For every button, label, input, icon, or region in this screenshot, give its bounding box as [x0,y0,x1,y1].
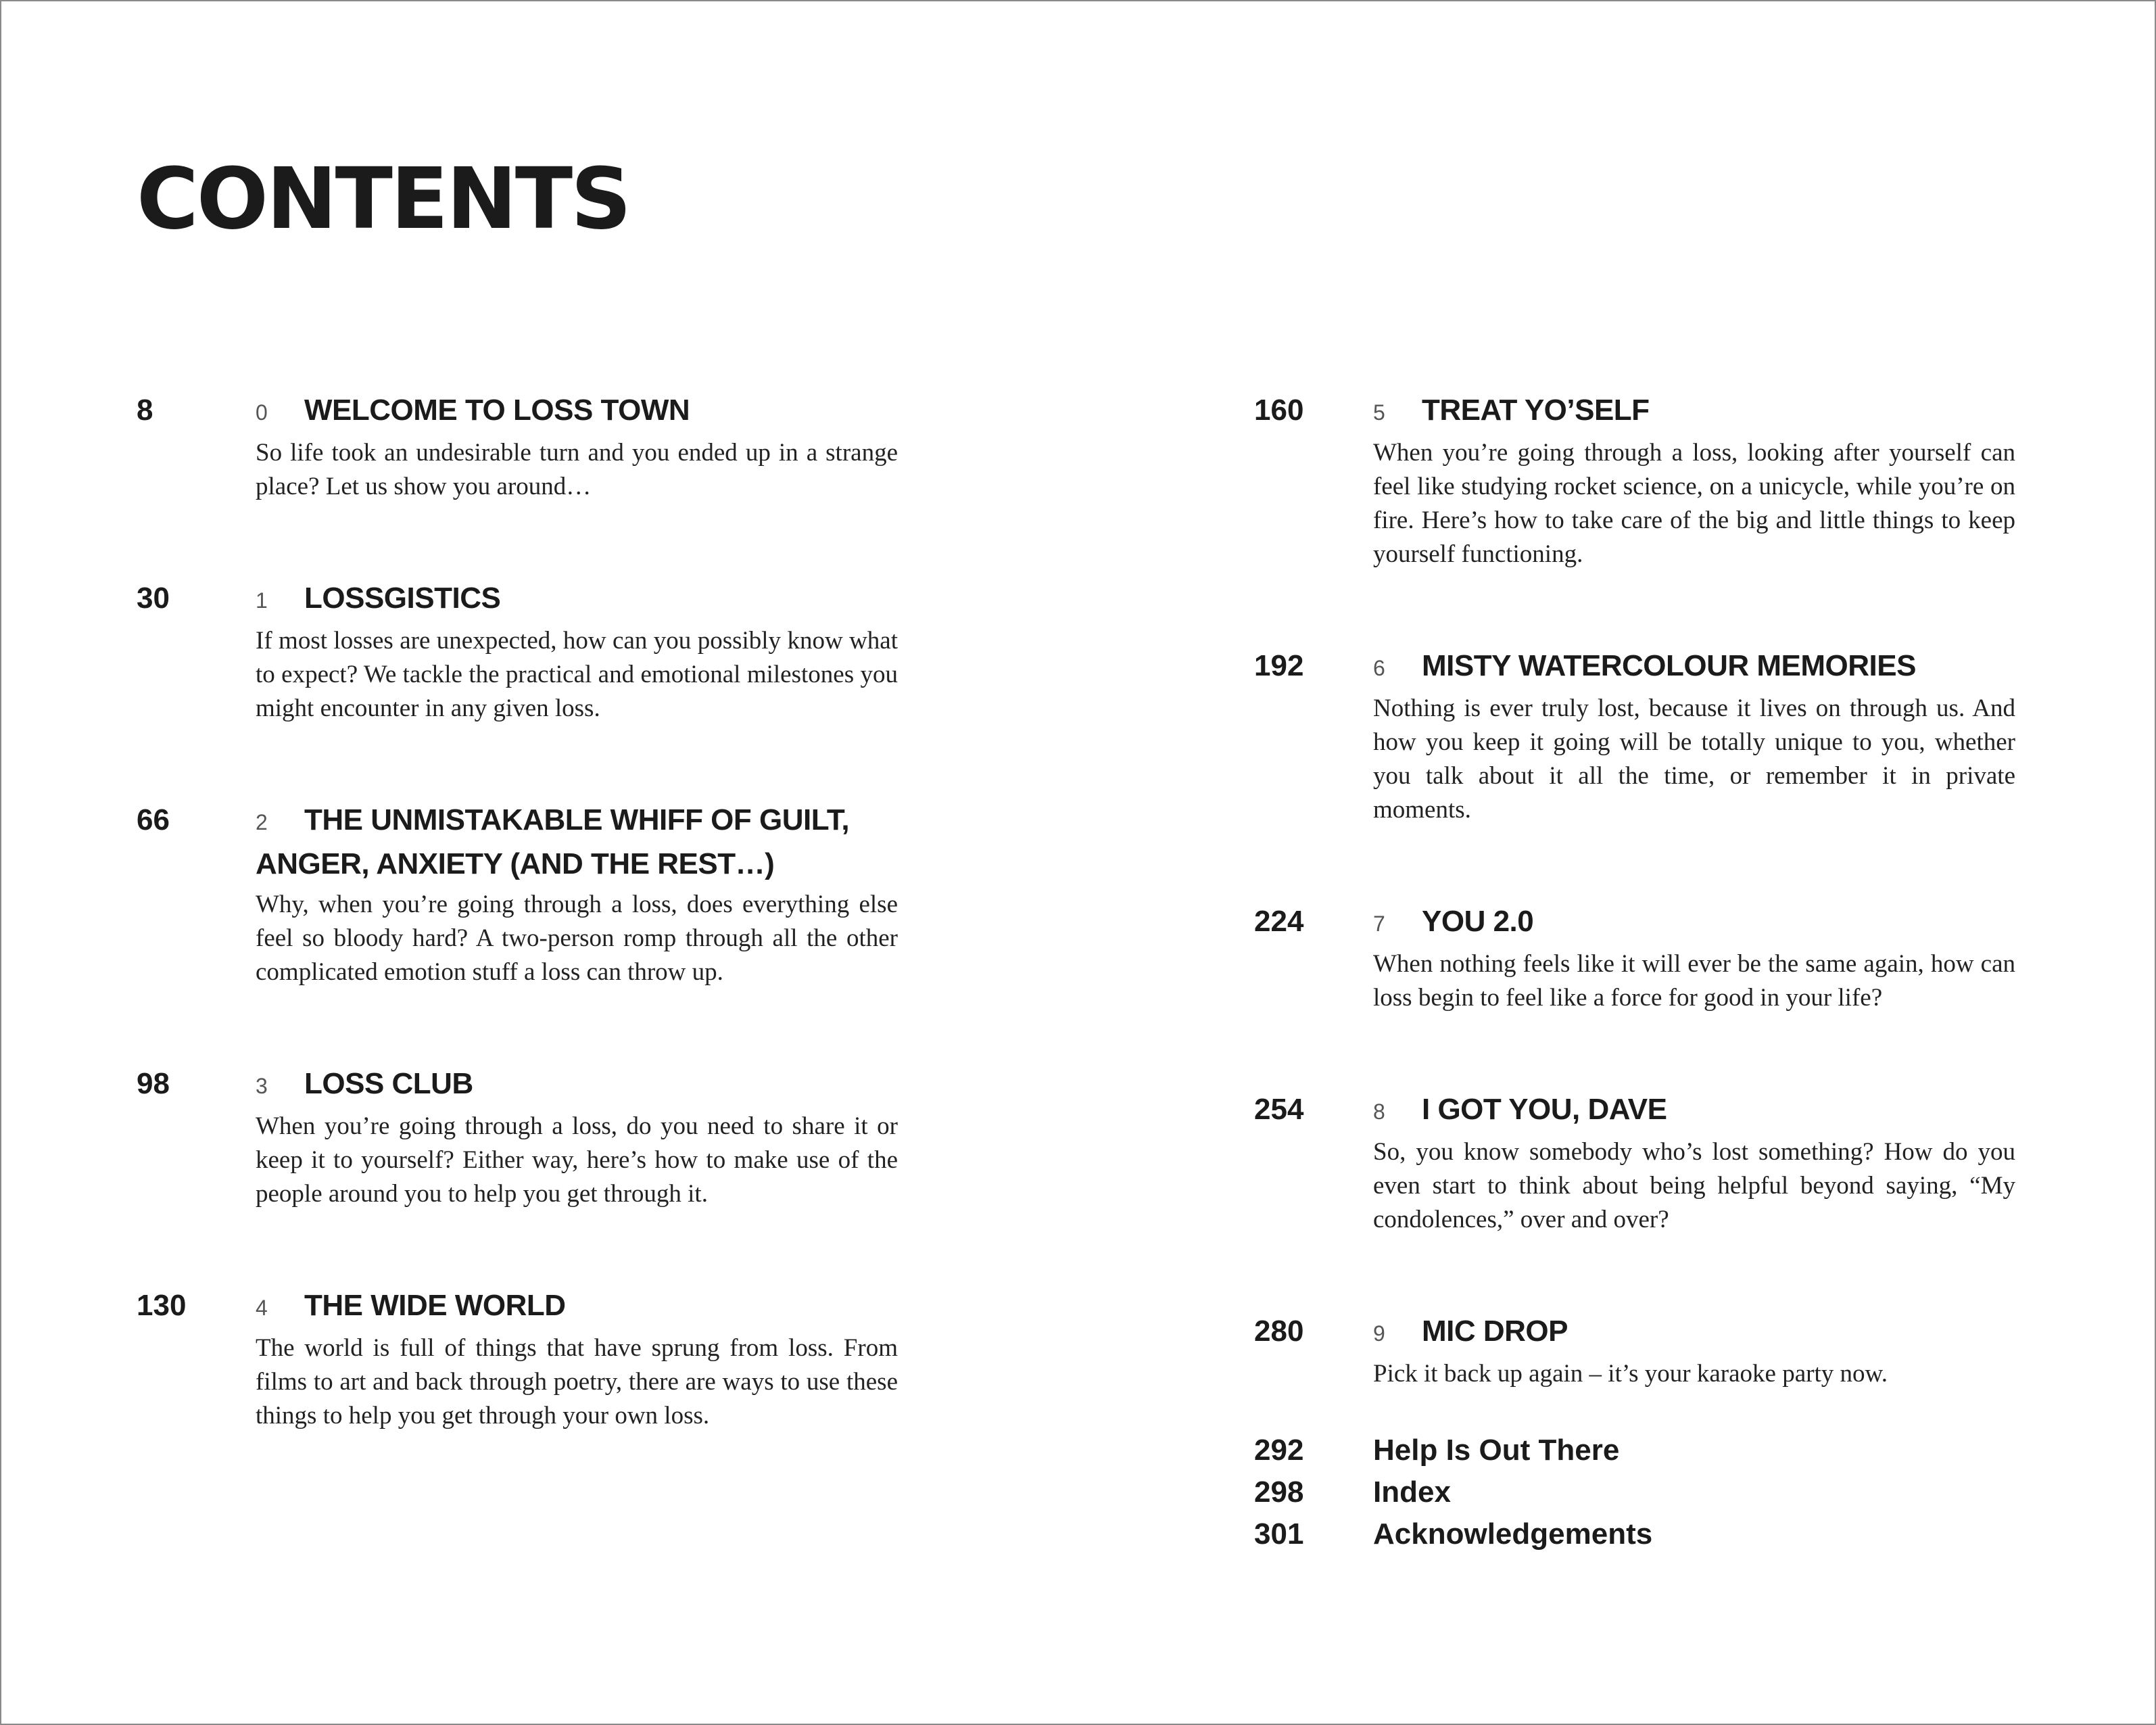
back-matter-label: Index [1373,1475,1451,1509]
contents-column-right [1254,389,2065,1391]
chapter-heading [256,389,948,433]
chapter-heading [1373,901,2065,945]
chapter-number: 7 [1373,912,1385,936]
back-matter-item-help [1254,1429,1652,1471]
chapter-title: YOU 2.0 [1422,905,1534,938]
chapter-page-number: 224 [1254,905,1304,938]
chapter-page-number: 254 [1254,1093,1304,1126]
back-matter-page-number: 301 [1254,1517,1304,1551]
chapter-description: When nothing feels like it will ever be the same again, how can loss begin to feel like a force for good in your life? [1373,950,2015,1012]
chapter-number: 3 [256,1074,268,1098]
chapter-description: When you’re going through a loss, looking after yourself can feel like studying rocket science, on a unicycle, while you’re on fire. Here’s how to take care of the big and little things to keep yourself functioning. [1373,439,2015,568]
chapter-description: So life took an undesirable turn and you ended up in a strange place? Let us show you around… [256,439,898,500]
chapter-entry-1 [137,577,948,726]
back-matter-item-index [1254,1471,1652,1513]
chapter-number: 9 [1373,1321,1385,1346]
chapter-entry-0 [137,389,948,504]
contents-column-left [137,389,948,1433]
chapter-title: LOSSGISTICS [304,582,501,615]
chapter-page-number: 66 [137,803,170,836]
chapter-heading [256,577,948,621]
chapter-page-number: 160 [1254,394,1304,427]
chapter-number: 1 [256,588,268,613]
chapter-title: THE UNMISTAKABLE WHIFF OF GUILT, ANGER, ANXIETY (AND THE REST…) [256,803,850,880]
page-title: CONTENTS [137,150,630,248]
chapter-description: If most losses are unexpected, how can you possibly know what to expect? We tackle the practical and emotional milestones you might encounter in any given loss. [256,627,898,722]
chapter-entry-9 [1254,1310,2065,1391]
chapter-page-number: 30 [137,582,170,615]
chapter-title: MISTY WATERCOLOUR MEMORIES [1422,649,1916,682]
chapter-description: Pick it back up again – it’s your karaoke party now. [1373,1360,1888,1388]
chapter-heading [256,1063,948,1107]
chapter-number: 4 [256,1296,268,1320]
chapter-number: 2 [256,810,268,834]
chapter-entry-8 [1254,1089,2065,1237]
back-matter-page-number: 298 [1254,1475,1304,1509]
chapter-title: WELCOME TO LOSS TOWN [304,394,690,427]
chapter-title: TREAT YO’SELF [1422,394,1650,427]
back-matter-list [1254,1429,1652,1555]
chapter-heading [1373,645,2065,689]
chapter-heading [1373,1089,2065,1133]
back-matter-item-acknowledgements [1254,1513,1652,1555]
chapter-description: The world is full of things that have sprung from loss. From films to art and back through poetry, there are ways to use these things to help you get through your own loss. [256,1334,898,1429]
chapter-page-number: 192 [1254,649,1304,682]
chapter-description: Why, when you’re going through a loss, does everything else feel so bloody hard? A two-person romp through all the other complicated emotion stuff a loss can throw up. [256,891,898,986]
chapter-description: When you’re going through a loss, do you need to share it or keep it to yourself? Either way, here’s how to make use of the people around you to help you get through it. [256,1112,898,1208]
chapter-entry-7 [1254,901,2065,1015]
chapter-number: 5 [1373,400,1385,425]
chapter-heading [1373,389,2065,433]
back-matter-label: Help Is Out There [1373,1434,1620,1467]
chapter-page-number: 280 [1254,1315,1304,1348]
chapter-page-number: 98 [137,1067,170,1100]
chapter-entry-3 [137,1063,948,1211]
chapter-title: MIC DROP [1422,1315,1568,1348]
chapter-title: LOSS CLUB [304,1067,473,1100]
chapter-heading [256,799,948,885]
chapter-page-number: 8 [137,394,153,427]
chapter-entry-2 [137,799,948,989]
back-matter-label: Acknowledgements [1373,1517,1653,1551]
chapter-number: 6 [1373,656,1385,680]
chapter-title: THE WIDE WORLD [304,1289,566,1322]
chapter-heading [1373,1310,2065,1354]
chapter-page-number: 130 [137,1289,187,1322]
chapter-entry-6 [1254,645,2065,827]
chapter-description: So, you know somebody who’s lost something? How do you even start to think about being helpful beyond saying, “My condolences,” over and over? [1373,1138,2015,1233]
back-matter-page-number: 292 [1254,1434,1304,1467]
chapter-description: Nothing is ever truly lost, because it lives on through us. And how you keep it going will be totally unique to you, whether you talk about it all the time, or remember it in private moments. [1373,694,2015,824]
chapter-number: 0 [256,400,268,425]
chapter-number: 8 [1373,1100,1385,1124]
chapter-title: I GOT YOU, DAVE [1422,1093,1667,1126]
chapter-heading [256,1285,948,1329]
chapter-entry-5 [1254,389,2065,571]
chapter-entry-4 [137,1285,948,1433]
